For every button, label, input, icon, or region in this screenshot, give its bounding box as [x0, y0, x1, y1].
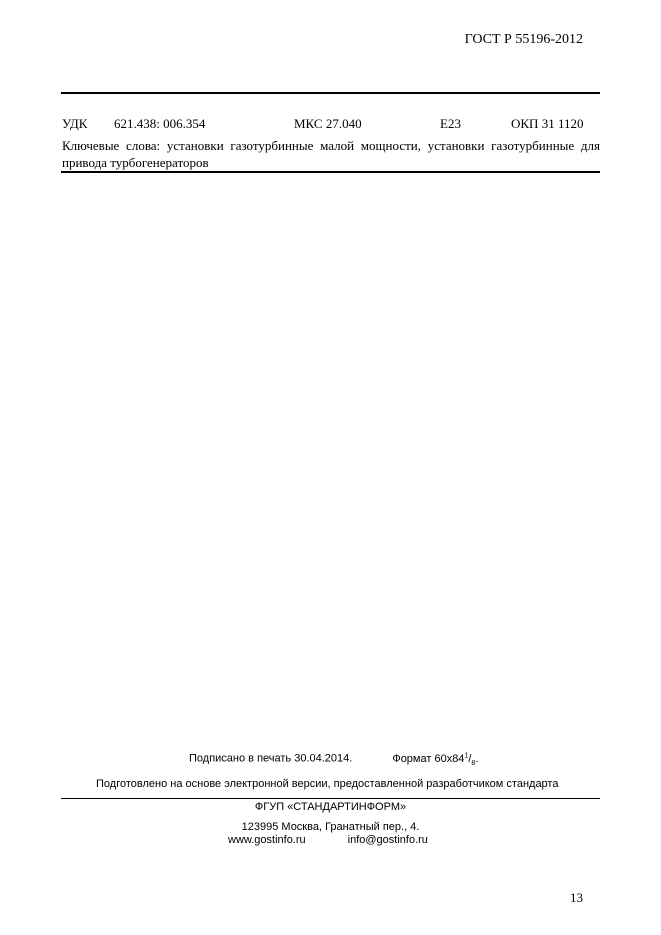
- keywords-rule: [61, 171, 600, 173]
- publisher-contacts: [228, 834, 428, 846]
- signed-date: Подписано в печать 30.04.2014.: [189, 752, 353, 765]
- signed-line: [189, 752, 478, 767]
- format-prefix: Формат 60x84: [392, 752, 465, 765]
- udk-label: УДК: [62, 116, 88, 131]
- udk-value: 621.438: 006.354: [114, 116, 206, 131]
- top-rule: [61, 92, 600, 94]
- standard-code: ГОСТ Р 55196-2012: [464, 32, 583, 47]
- prepared-note: Подготовлено на основе электронной версии, предоставленной разработчиком стандарта: [96, 778, 559, 790]
- format: Формат $60x84^1/_8$.: [392, 752, 479, 767]
- keywords: Ключевые слова: установки газотурбинные малой мощности, установки газотурбинные для привода турбогенераторов: [62, 138, 600, 170]
- okp-code: ОКП 31 1120: [511, 116, 584, 131]
- imprint-rule: [61, 798, 600, 799]
- mks-code: МКС 27.040: [294, 116, 362, 131]
- email-link[interactable]: info@gostinfo.ru: [347, 834, 428, 846]
- format-sub: 8: [471, 759, 476, 767]
- website-link[interactable]: www.gostinfo.ru: [228, 834, 306, 846]
- page-number: 13: [570, 890, 583, 905]
- format-suffix: .: [475, 752, 479, 765]
- format-sup: 1: [464, 752, 469, 759]
- publisher-address: 123995 Москва, Гранатный пер., 4.: [241, 821, 420, 833]
- e-code: Е23: [440, 116, 461, 131]
- publisher-name: ФГУП «СТАНДАРТИНФОРМ»: [254, 801, 407, 813]
